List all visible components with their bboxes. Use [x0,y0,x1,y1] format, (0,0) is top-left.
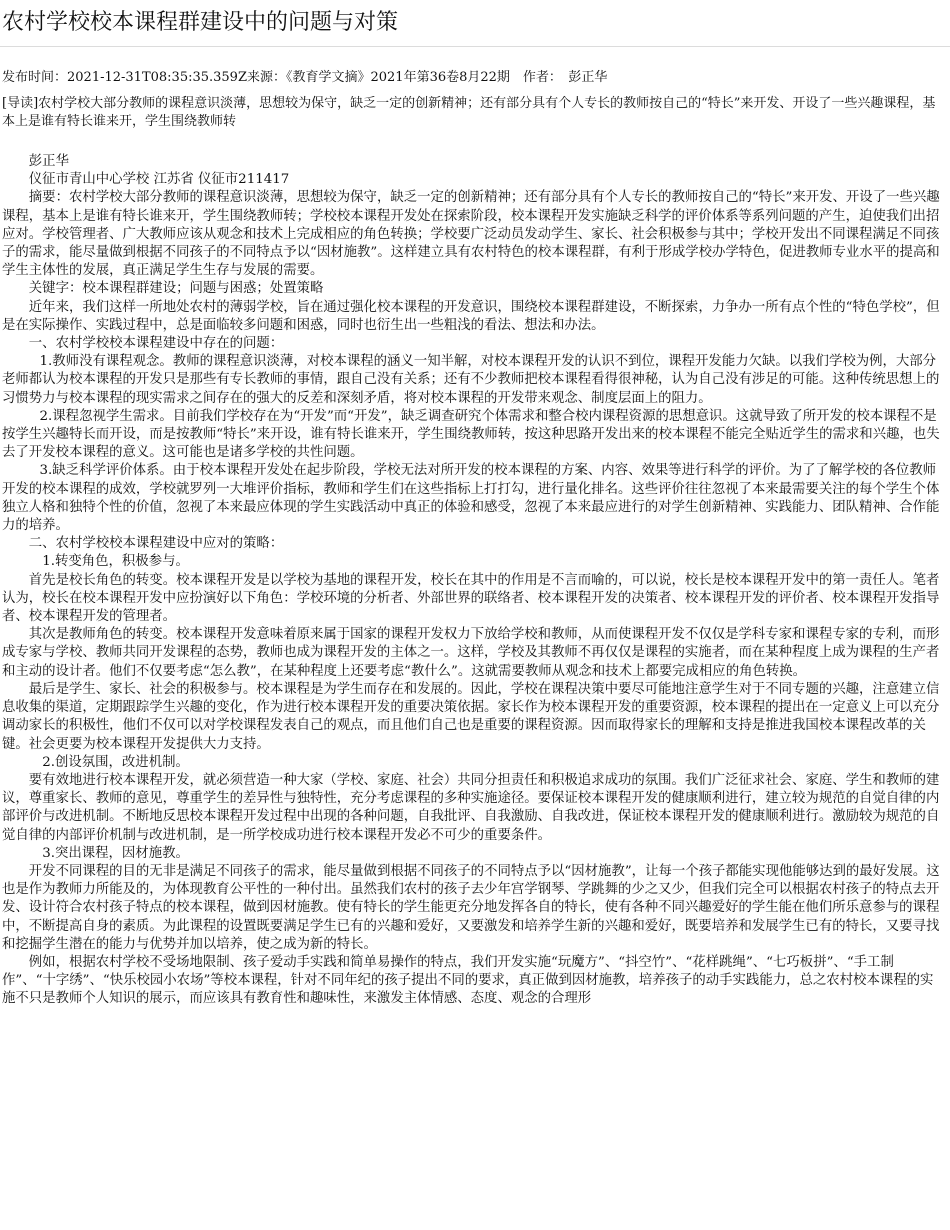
title-divider [0,46,950,47]
article-guide: [导读]农村学校大部分教师的课程意识淡薄，思想较为保守，缺乏一定的创新精神；还有部分具有个人专长的教师按自己的“特长”来开发、开设了一些兴趣课程，基本上是谁有特长谁来开，学生围绕教师转 [2,96,936,129]
author-name: 彭正华 [28,154,69,169]
problem-3: 3.缺乏科学评价体系。由于校本课程开发处在起步阶段，学校无法对所开发的校本课程的方案、内容、效果等进行科学的评价。为了了解学校的各位教师开发的校本课程的成效，学校就罗列一大堆评价指标，教师和学生们在这些指标上打打勾，进行量化排名。这些评价往往忽视了本来最需要关注的每个学生个体独立人格和独特个性的价值，忽视了本来最应体现的学生实践活动中真正的体验和感受，忽视了本来最应进行的对学生创新精神、实践能力、团队精神、合作能力的培养。 [2,463,940,534]
abstract: 摘要：农村学校大部分教师的课程意识淡薄，思想较为保守，缺乏一定的创新精神；还有部分具有个人专长的教师按自己的“特长”来开发、开设了一些兴趣课程，基本上是谁有特长谁来开，学生围绕教师转；学校校本课程开发处在探索阶段，校本课程开发实施缺乏科学的评价体系等系列问题的产生，迫使我们出招应对。学校管理者、广大教师应该从观念和技术上完成相应的角色转换；学校要广泛动员发动学生、家长、社会积极参与其中；学校开发出不同课程满足不同孩子的需求，能尽量做到根据不同孩子的不同特点予以“因材施教”。这样建立具有农村特色的校本课程群，有利于形成学校办学特色，促进教师专业水平的提高和学生主体性的发展，真正满足学生生存与发展的需要。 [2,190,940,279]
strategy-2-p1: 要有效地进行校本课程开发，就必须营造一种大家（学校、家庭、社会）共同分担责任和积极追求成功的氛围。我们广泛征求社会、家庭、学生和教师的建议，尊重家长、教师的意见，尊重学生的差异性与独特性，充分考虑课程的多种实施途径。要保证校本课程开发的健康顺利进行，建立较为规范的自觉自律的内部评价与改进机制。不断地反思校本课程开发过程中出现的各种问题，自我批评、自我激励、自我改进，保证校本课程开发的健康顺利进行。激励较为规范的自觉自律的内部评价机制与改进机制，是一所学校成功进行校本课程开发必不可少的重要条件。 [2,772,940,843]
strategy-2: 2.创设氛围，改进机制。 [42,754,189,770]
section-heading-1: 一、农村学校校本课程建设中存在的问题： [28,336,284,352]
problem-1: 1.教师没有课程观念。教师的课程意识淡薄，对校本课程的涵义一知半解，对校本课程开发的认识不到位，课程开发能力欠缺。以我们学校为例，大部分老师都认为校本课程的开发只是那些有专长教师的事情，跟自己没有关系；还有不少教师把校本课程看得很神秘，认为自己没有涉足的可能。这种传统思想上的习惯势力与校本课程的现实需求之间存在的强大的反差和深刻矛盾，将对校本课程的开发带来观念、制度层面上的阻力。 [2,354,940,406]
author-affiliation: 仪征市青山中心学校 江苏省 仪征市211417 [28,172,290,188]
strategy-3: 3.突出课程，因材施教。 [42,845,189,861]
section-heading-2: 二、农村学校校本课程建设中应对的策略： [28,536,284,552]
strategy-1-p1: 首先是校长角色的转变。校本课程开发是以学校为基地的课程开发，校长在其中的作用是不言而喻的，可以说，校长是校本课程开发中的第一责任人。笔者认为，校长在校本课程开发中应扮演好以下角色：学校环境的分析者、外部世界的联络者、校本课程开发的决策者、校本课程开发的评价者、校本课程开发指导者、校本课程开发的管理者。 [2,572,940,625]
article-body [2,153,944,1009]
strategy-3-p1: 开发不同课程的目的无非是满足不同孩子的需求，能尽量做到根据不同孩子的不同特点予以“因材施教”，让每一个孩子都能实现他能够达到的最好发展。这也是作为教师力所能及的，为体现教育公平性的一种付出。虽然我们农村的孩子去少年宫学钢琴、学跳舞的少之又少，但我们完全可以根据农村孩子的特点去开发、设计符合农村孩子特点的校本课程，做到因材施教。使有特长的学生能更充分地发挥各自的特长，使有各种不同兴趣爱好的学生能在他们所乐意参与的课程中，不断提高自身的素质。为此课程的设置既要满足学生已有的兴趣和爱好，又要激发和培养学生新的兴趣和爱好，既要培养和发展学生已有的特长，又要寻找和挖掘学生潜在的能力与优势并加以培养，使之成为新的特长。 [2,863,940,952]
strategy-1-p3: 最后是学生、家长、社会的积极参与。校本课程是为学生而存在和发展的。因此，学校在课程决策中要尽可能地注意学生对于不同专题的兴趣，注意建立信息收集的渠道，定期跟踪学生兴趣的变化，作为进行校本课程开发的重要决策依据。家长作为校本课程开发的重要资源，校本课程的提出在一定意义上可以充分调动家长的积极性，他们不仅可以对学校课程发表自己的观点，而且他们自己也是重要的课程资源。因而取得家长的理解和支持是推进我国校本课程改革的关键。社会更要为校本课程开发提供大力支持。 [2,681,940,752]
article-title: 农村学校校本课程群建设中的问题与对策 [2,10,399,35]
strategy-3-p2: 例如，根据农村学校不受场地限制、孩子爱动手实践和简单易操作的特点，我们开发实施“玩魔方”、“抖空竹”、“花样跳绳”、“七巧板拼”、“手工制作”、“十字绣”、“快乐校园小农场”等校本课程，针对不同年纪的孩子提出不同的要求，真正做到因材施教，培养孩子的动手实践能力，总之农村校本课程的实施不只是教师个人知识的展示，而应该具有教育性和趣味性，来激发主体情感、态度、观念的合理形 [2,954,934,1007]
strategy-1-p2: 其次是教师角色的转变。校本课程开发意味着原来属于国家的课程开发权力下放给学校和教师，从而使课程开发不仅仅是学科专家和课程专家的专利，而形成专家与学校、教师共同开发课程的态势，教师也成为课程开发的主体之一。这样，学校及其教师不再仅仅是课程的实施者，而在某种程度上成为课程的生产者和主动的设计者。他们不仅要考虑“怎么教”，在某种程度上还要考虑“教什么”。这就需要教师从观念和技术上都要完成相应的角色转换。 [2,627,940,679]
intro-paragraph: 近年来，我们这样一所地处农村的薄弱学校，旨在通过强化校本课程的开发意识，围绕校本课程群建设，不断探索，力争办一所有点个性的“特色学校”，但是在实际操作、实践过程中，总是面临较多问题和困惑，同时也衍生出一些粗浅的看法、想法和办法。 [2,299,940,333]
keywords: 关键字：校本课程群建设；问题与困惑；处置策略 [28,281,324,297]
article-meta: 发布时间：2021-12-31T08:35:35.359Z来源：《教育学文摘》2021年第36卷8月22期 作者： 彭正华 [2,70,608,85]
strategy-1: 1.转变角色，积极参与。 [42,554,189,570]
problem-2: 2.课程忽视学生需求。目前我们学校存在为“开发”而“开发”，缺乏调查研究个体需求和整合校内课程资源的思想意识。这就导致了所开发的校本课程不是按学生兴趣特长而开设，而是按教师“特长”来开设，谁有特长谁来开，学生围绕教师转，按这种思路开发出来的校本课程不能完全贴近学生的需求和兴趣，也失去了开发校本课程的意义。这可能也是诸多学校的共性问题。 [2,408,940,461]
